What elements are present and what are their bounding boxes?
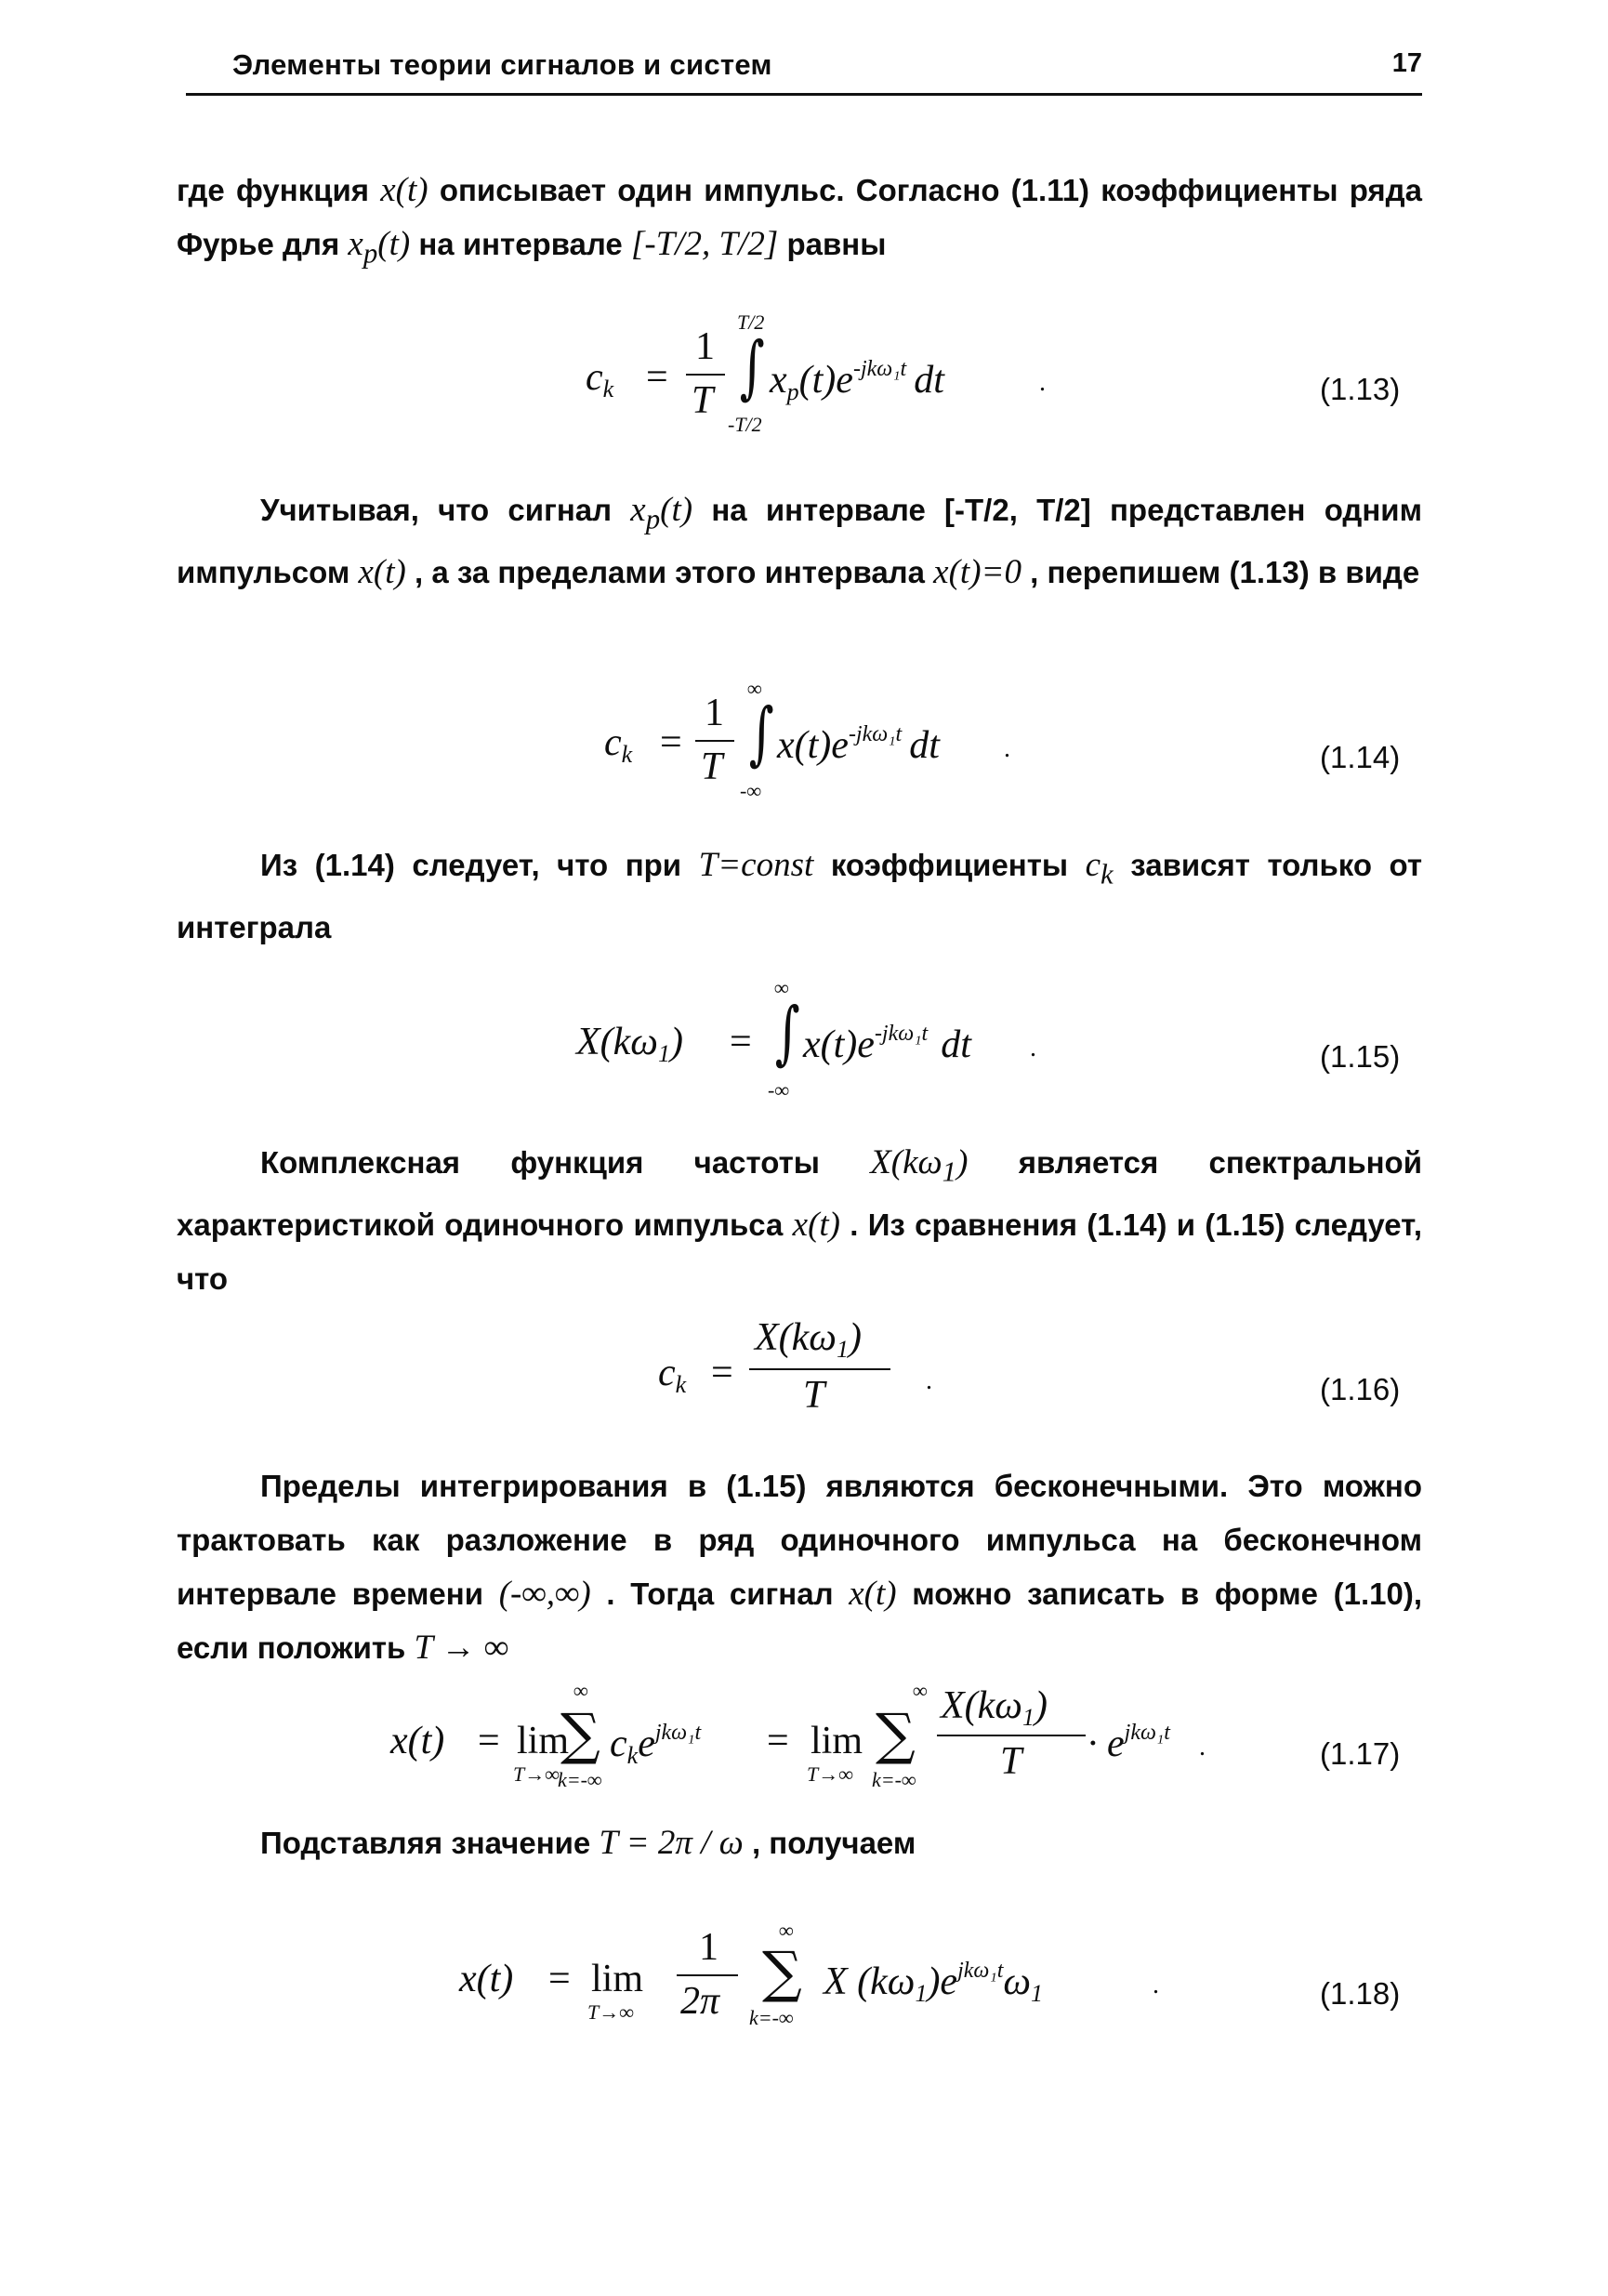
p2-math-3: x(t)=0 <box>933 553 1021 592</box>
p1-text-2: описывает один импульс. Согласно (1.11) коэффициенты ряда Фурье для <box>177 173 1422 261</box>
eq17-lim: lim <box>517 1720 570 1762</box>
eq14-upper-limit: ∞ <box>747 677 762 700</box>
eq18-sum-lower: k=-∞ <box>749 2006 794 2029</box>
p3-text-3: зависят только от интеграла <box>177 848 1423 945</box>
p3-math-1: T=const <box>698 846 814 884</box>
eq13-equals: = <box>646 356 668 399</box>
p3-math-2: $c_k$ <box>1085 846 1114 891</box>
p2-text-4: , перепишем (1.13) в виде <box>1030 555 1420 590</box>
eq17-tail: · $e^{jk\omega_1t}$ <box>1087 1721 1170 1765</box>
p2-text-1: Учитывая, что сигнал <box>260 493 631 527</box>
eq16-number: (1.16) <box>1320 1372 1401 1406</box>
integral-sign-icon: ∫ <box>748 693 774 773</box>
eq15-lower-limit: -∞ <box>768 1078 790 1102</box>
p5-text-3: можно записать в форме (1.10), если положить <box>177 1577 1423 1665</box>
equation-1-18: x(t) = lim T→∞ 1 2π ∞ ∑ k=-∞ X $(k\omega_1)e^{jk\omega_1t}\omega_1$ . (1.18) <box>459 1919 1401 2029</box>
eq18-body: X $(k\omega_1)e^{jk\omega_1t}\omega_1$ <box>824 1959 1044 2007</box>
p5-math-2: x(t) <box>849 1575 897 1613</box>
eq17-lim-2: lim <box>811 1720 863 1762</box>
paragraph-1 <box>177 164 1422 280</box>
summation-sign-icon: ∑ <box>560 1702 600 1767</box>
eq17-numerator: $X(k\omega_1)$ <box>941 1684 1048 1731</box>
eq17-sum2-lower: k=-∞ <box>872 1768 916 1791</box>
eq17-lim-sub: T→∞ <box>513 1762 560 1786</box>
eq17-term: $c_ke^{jk\omega_1t}$ <box>610 1721 702 1769</box>
paragraph-6 <box>177 1816 1422 1870</box>
eq17-fraction-bar <box>937 1735 1086 1736</box>
summation-sign-icon: ∑ <box>876 1702 916 1767</box>
p5-math-3: T → ∞ <box>414 1629 509 1667</box>
equation-1-17: x(t) = lim T→∞ ∞ ∑ k=-∞ $c_ke^{jk\omega_1t}$ = lim T→∞ ∞ ∑ k=-∞ $X(k\omega_1)$ T · $e^{jk\omega_1t}$ . (1.17) <box>390 1679 1401 1791</box>
eq14-lhs: $c_k$ <box>604 721 633 768</box>
eq13-numerator: 1 <box>695 325 715 368</box>
eq14-equals: = <box>660 721 682 764</box>
equation-1-14: $c_k$ = 1 T ∞ ∫ -∞ $x(t)e^{-jk\omega_1t}$ dt . (1.14) <box>604 677 1401 802</box>
paragraph-2 <box>177 483 1422 600</box>
p4-text-1: Комплексная функция частоты <box>260 1145 871 1180</box>
eq17-number: (1.17) <box>1320 1736 1401 1771</box>
eq14-integrand: $x(t)e^{-jk\omega_1t}$ dt <box>777 722 940 767</box>
p2-math-2: x(t) <box>358 553 406 592</box>
eq18-numerator: 1 <box>699 1926 718 1969</box>
eq17-equals-2: = <box>767 1720 789 1762</box>
p3-text-1: Из (1.14) следует, что при <box>260 848 699 882</box>
paragraph-5 <box>177 1459 1422 1675</box>
integral-sign-icon: ∫ <box>774 993 800 1073</box>
eq18-sum-upper: ∞ <box>779 1919 794 1942</box>
integral-sign-icon: ∫ <box>739 327 765 407</box>
eq13-fraction-bar <box>686 374 725 376</box>
p4-text-2: является спектральной характеристикой одиночного импульса <box>177 1145 1422 1243</box>
equation-1-13: $c_k$ = 1 T T/2 ∫ -T/2 $x_p(t)e^{-jk\omega_1t}$ dt . (1.13) <box>586 310 1401 436</box>
p5-text-1: Пределы интегрирования в (1.15) являются бесконечными. Это можно трактовать как разложение в ряд одиночного импульса на бесконечном интервале времени <box>177 1469 1422 1611</box>
paragraph-3 <box>177 838 1422 955</box>
p6-math-1: T = 2π / ω <box>599 1824 744 1862</box>
eq17-denominator: T <box>1000 1740 1022 1783</box>
paragraph-4 <box>177 1136 1422 1306</box>
eq16-equals: = <box>711 1352 733 1394</box>
eq13-integrand: $x_p(t)e^{-jk\omega_1t}$ dt <box>770 357 944 405</box>
p5-text-2: . Тогда сигнал <box>606 1577 850 1611</box>
eq16-lhs: $c_k$ <box>658 1352 687 1398</box>
p3-text-2: коэффициенты <box>830 848 1086 882</box>
eq13-upper-limit: T/2 <box>737 310 765 334</box>
p6-text-1: Подставляя значение <box>260 1826 600 1860</box>
eq17-lim2-sub: T→∞ <box>807 1762 853 1786</box>
equation-1-15: $X(k\omega_1)$ = ∞ ∫ -∞ $x(t)e^{-jk\omega_1t}$ dt . (1.15) <box>576 976 1401 1102</box>
eq13-lower-limit: -T/2 <box>728 413 762 436</box>
eq16-fraction-bar <box>749 1368 890 1370</box>
summation-sign-icon: ∑ <box>762 1940 802 2005</box>
eq15-number: (1.15) <box>1320 1039 1401 1074</box>
p1-math-2: $x_p(t)$ <box>348 225 411 270</box>
eq17-sum2-upper: ∞ <box>913 1679 928 1702</box>
p4-math-2: x(t) <box>792 1206 841 1245</box>
eq15-equals: = <box>730 1021 752 1063</box>
eq15-upper-limit: ∞ <box>774 976 789 999</box>
p1-text-1: где функция <box>177 173 381 207</box>
eq18-denominator: 2π <box>680 1980 720 2023</box>
eq17-equals: = <box>478 1720 500 1762</box>
p4-math-1: $X(k\omega_1)$ <box>870 1143 969 1188</box>
p2-math-1: $x_p(t)$ <box>630 491 693 535</box>
p2-text-3: , а за пределами этого интервала <box>415 555 934 590</box>
eq13-lhs: $c_k$ <box>586 356 614 402</box>
eq18-equals: = <box>548 1958 571 2000</box>
eq14-number: (1.14) <box>1320 740 1401 774</box>
eq17-sum-upper: ∞ <box>573 1679 588 1702</box>
eq14-denominator: T <box>701 746 723 788</box>
eq18-number: (1.18) <box>1320 1976 1401 2011</box>
p2-text-2: на интервале [-T/2, T/2] представлен одним импульсом <box>177 493 1422 590</box>
eq18-lhs: x(t) <box>459 1958 514 2000</box>
p1-math-3: [-T/2, T/2] <box>630 225 779 263</box>
eq18-lim-sub: T→∞ <box>587 2000 634 2024</box>
equation-1-16: $c_k$ = $X(k\omega_1)$ T . (1.16) <box>658 1316 1401 1417</box>
eq17-sum-lower: k=-∞ <box>558 1768 602 1791</box>
p1-text-4: равны <box>786 227 887 261</box>
p4-text-3: . Из сравнения (1.14) и (1.15) следует, что <box>177 1207 1423 1297</box>
eq16-numerator: $X(k\omega_1)$ <box>755 1316 862 1363</box>
eq15-integrand: $x(t)e^{-jk\omega_1t}$ dt <box>803 1022 971 1066</box>
eq13-denominator: T <box>692 379 714 422</box>
eq14-lower-limit: -∞ <box>740 779 762 802</box>
running-title: Элементы теории сигналов и систем <box>232 48 772 81</box>
eq15-lhs: $X(k\omega_1)$ <box>576 1021 683 1067</box>
p1-math-1: x(t) <box>380 171 428 209</box>
eq14-fraction-bar <box>695 740 734 742</box>
eq18-lim: lim <box>591 1958 644 2000</box>
running-head <box>186 41 1422 96</box>
eq13-number: (1.13) <box>1320 372 1401 406</box>
p5-math-1: (-∞,∞) <box>498 1575 591 1613</box>
eq18-fraction-bar <box>677 1974 738 1976</box>
eq16-denominator: T <box>803 1374 825 1417</box>
page-number: 17 <box>1391 48 1422 78</box>
eq14-numerator: 1 <box>705 692 724 734</box>
p1-text-3: на интервале <box>418 227 631 261</box>
eq17-lhs: x(t) <box>390 1720 445 1762</box>
p6-text-2: , получаем <box>751 1826 916 1860</box>
